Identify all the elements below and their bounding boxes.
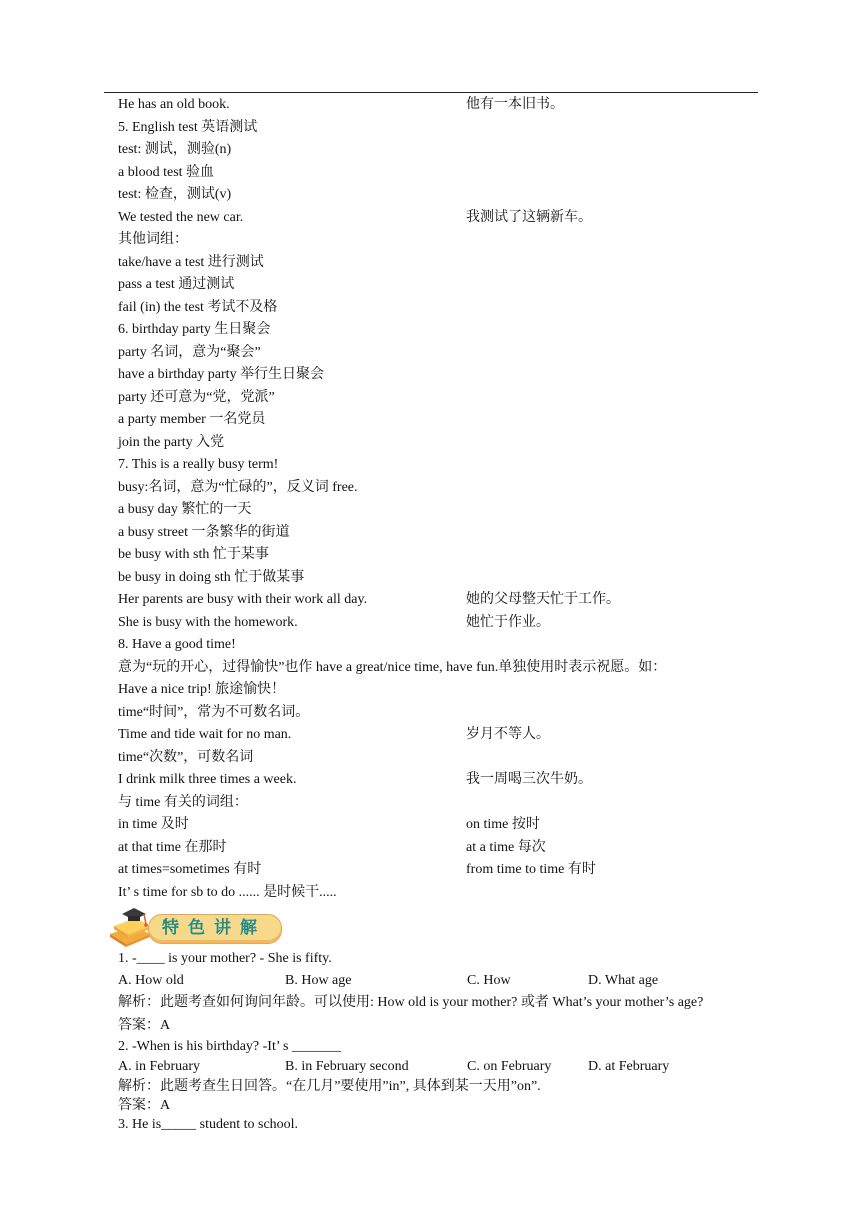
q1-answer: 答案：A (118, 1018, 171, 1033)
note-translation: 岁月不等人。 (466, 727, 550, 742)
note-translation: 他有一本旧书。 (466, 97, 564, 112)
note-line (118, 477, 778, 500)
note-line (118, 724, 778, 747)
note-text: 其他词组： (118, 232, 188, 247)
note-text: party 名词，意为“聚会” (118, 344, 261, 360)
note-line (118, 567, 778, 590)
note-text: fail (in) the test 考试不及格 (118, 299, 278, 315)
header-rule (104, 92, 758, 93)
note-translation: 我测试了这辆新车。 (466, 209, 592, 225)
note-text: test: 测试，测验(n) (118, 142, 232, 157)
note-text: 5. English test 英语测试 (118, 119, 258, 135)
note-line (118, 297, 778, 320)
note-line (118, 319, 778, 342)
note-text: a party member 一名党员 (118, 412, 266, 427)
note-line (118, 882, 778, 905)
note-line (118, 207, 778, 230)
note-text: party 还可意为“党，党派” (118, 389, 275, 405)
note-text: 意为“玩的开心，过得愉快”也作 have a great/nice time, have fun.单独使用时表示祝愿。如： (118, 659, 667, 675)
note-translation: on time 按时 (466, 817, 540, 832)
note-line (118, 544, 778, 567)
q1-option-c: C. How (467, 972, 511, 988)
q1-option-a: A. How old (118, 972, 184, 988)
q1-option-d: D. What age (588, 972, 659, 988)
q2-answer: 答案：A (118, 1098, 171, 1113)
note-text: in time 及时 (118, 817, 189, 832)
note-text: at times=sometimes 有时 (118, 862, 262, 877)
feature-explanation-banner (104, 904, 284, 948)
note-text: time“时间”，常为不可数名词。 (118, 704, 310, 720)
note-line (118, 387, 778, 410)
note-text: Time and tide wait for no man. (118, 727, 292, 742)
note-text: be busy in doing sth 忙于做某事 (118, 569, 305, 585)
note-line (118, 679, 778, 702)
q2-analysis: 解析：此题考查生日回答。“在几月”要使用”in”, 具体到某一天用”on”. (118, 1079, 541, 1094)
note-line (118, 94, 778, 117)
note-line (118, 184, 778, 207)
question-1: 1. -____ is your mother? - She is fifty. (118, 951, 332, 966)
q1-option-b: B. How age (285, 972, 352, 988)
q2-option-c: C. on February (467, 1059, 552, 1074)
note-text: take/have a test 进行测试 (118, 254, 264, 270)
note-text: She is busy with the homework. (118, 614, 298, 630)
note-text: We tested the new car. (118, 209, 244, 225)
exercise-section (118, 948, 778, 1134)
note-line (118, 769, 778, 792)
note-line (118, 274, 778, 297)
note-text: be busy with sth 忙于某事 (118, 547, 269, 562)
q2-option-d: D. at February (588, 1059, 670, 1074)
banner-title: 特色讲解 (162, 918, 266, 938)
note-line (118, 499, 778, 522)
note-line (118, 409, 778, 432)
note-line (118, 252, 778, 275)
note-text: 6. birthday party 生日聚会 (118, 322, 271, 337)
note-line (118, 792, 778, 815)
note-line (118, 859, 778, 882)
q2-option-a: A. in February (118, 1059, 201, 1074)
note-line (118, 139, 778, 162)
note-line (118, 837, 778, 860)
note-translation: 她忙于作业。 (466, 614, 550, 630)
note-line (118, 342, 778, 365)
note-line (118, 162, 778, 185)
note-text: a busy day 繁忙的一天 (118, 502, 252, 517)
q2-option-b: B. in February second (285, 1059, 409, 1074)
note-text: a blood test 验血 (118, 164, 215, 180)
note-line (118, 657, 778, 680)
note-text: a busy street 一条繁华的街道 (118, 524, 290, 540)
question-1-options (118, 970, 778, 992)
note-text: have a birthday party 举行生日聚会 (118, 367, 325, 382)
note-text: Have a nice trip! 旅途愉快！ (118, 682, 286, 697)
note-line (118, 229, 778, 252)
note-line (118, 454, 778, 477)
question-2-options (118, 1057, 778, 1077)
note-line (118, 589, 778, 612)
vocabulary-notes (118, 94, 778, 904)
note-translation: 我一周喝三次牛奶。 (466, 772, 592, 787)
note-line (118, 702, 778, 725)
note-text: 8. Have a good time! (118, 637, 236, 652)
note-text: It’ s time for sb to do ...... 是时候干..... (118, 884, 337, 900)
note-text: pass a test 通过测试 (118, 277, 235, 292)
note-text: join the party 入党 (118, 434, 225, 450)
note-line (118, 747, 778, 770)
note-text: at that time 在那时 (118, 839, 227, 855)
note-line (118, 634, 778, 657)
note-text: 7. This is a really busy term! (118, 457, 279, 472)
note-translation: 她的父母整天忙于工作。 (466, 592, 620, 607)
question-3: 3. He is_____ student to school. (118, 1117, 299, 1132)
note-line (118, 364, 778, 387)
note-translation: from time to time 有时 (466, 862, 596, 877)
note-text: time“次数”，可数名词 (118, 749, 254, 765)
note-text: 与 time 有关的词组： (118, 794, 248, 810)
note-line (118, 814, 778, 837)
note-text: Her parents are busy with their work all day. (118, 592, 368, 607)
note-translation: at a time 每次 (466, 839, 546, 855)
note-text: He has an old book. (118, 97, 230, 112)
note-text: test: 检查，测试(v) (118, 187, 232, 202)
note-line (118, 522, 778, 545)
note-line (118, 117, 778, 140)
note-line (118, 432, 778, 455)
q1-analysis: 解析：此题考查如何询问年龄。可以使用: How old is your mother? 或者 What’s your mother’s age? (118, 995, 704, 1010)
question-2: 2. -When is his birthday? -It’ s _______ (118, 1039, 341, 1054)
note-line (118, 612, 778, 635)
note-text: I drink milk three times a week. (118, 772, 297, 787)
note-text: busy:名词，意为“忙碌的”，反义词 free. (118, 479, 358, 495)
